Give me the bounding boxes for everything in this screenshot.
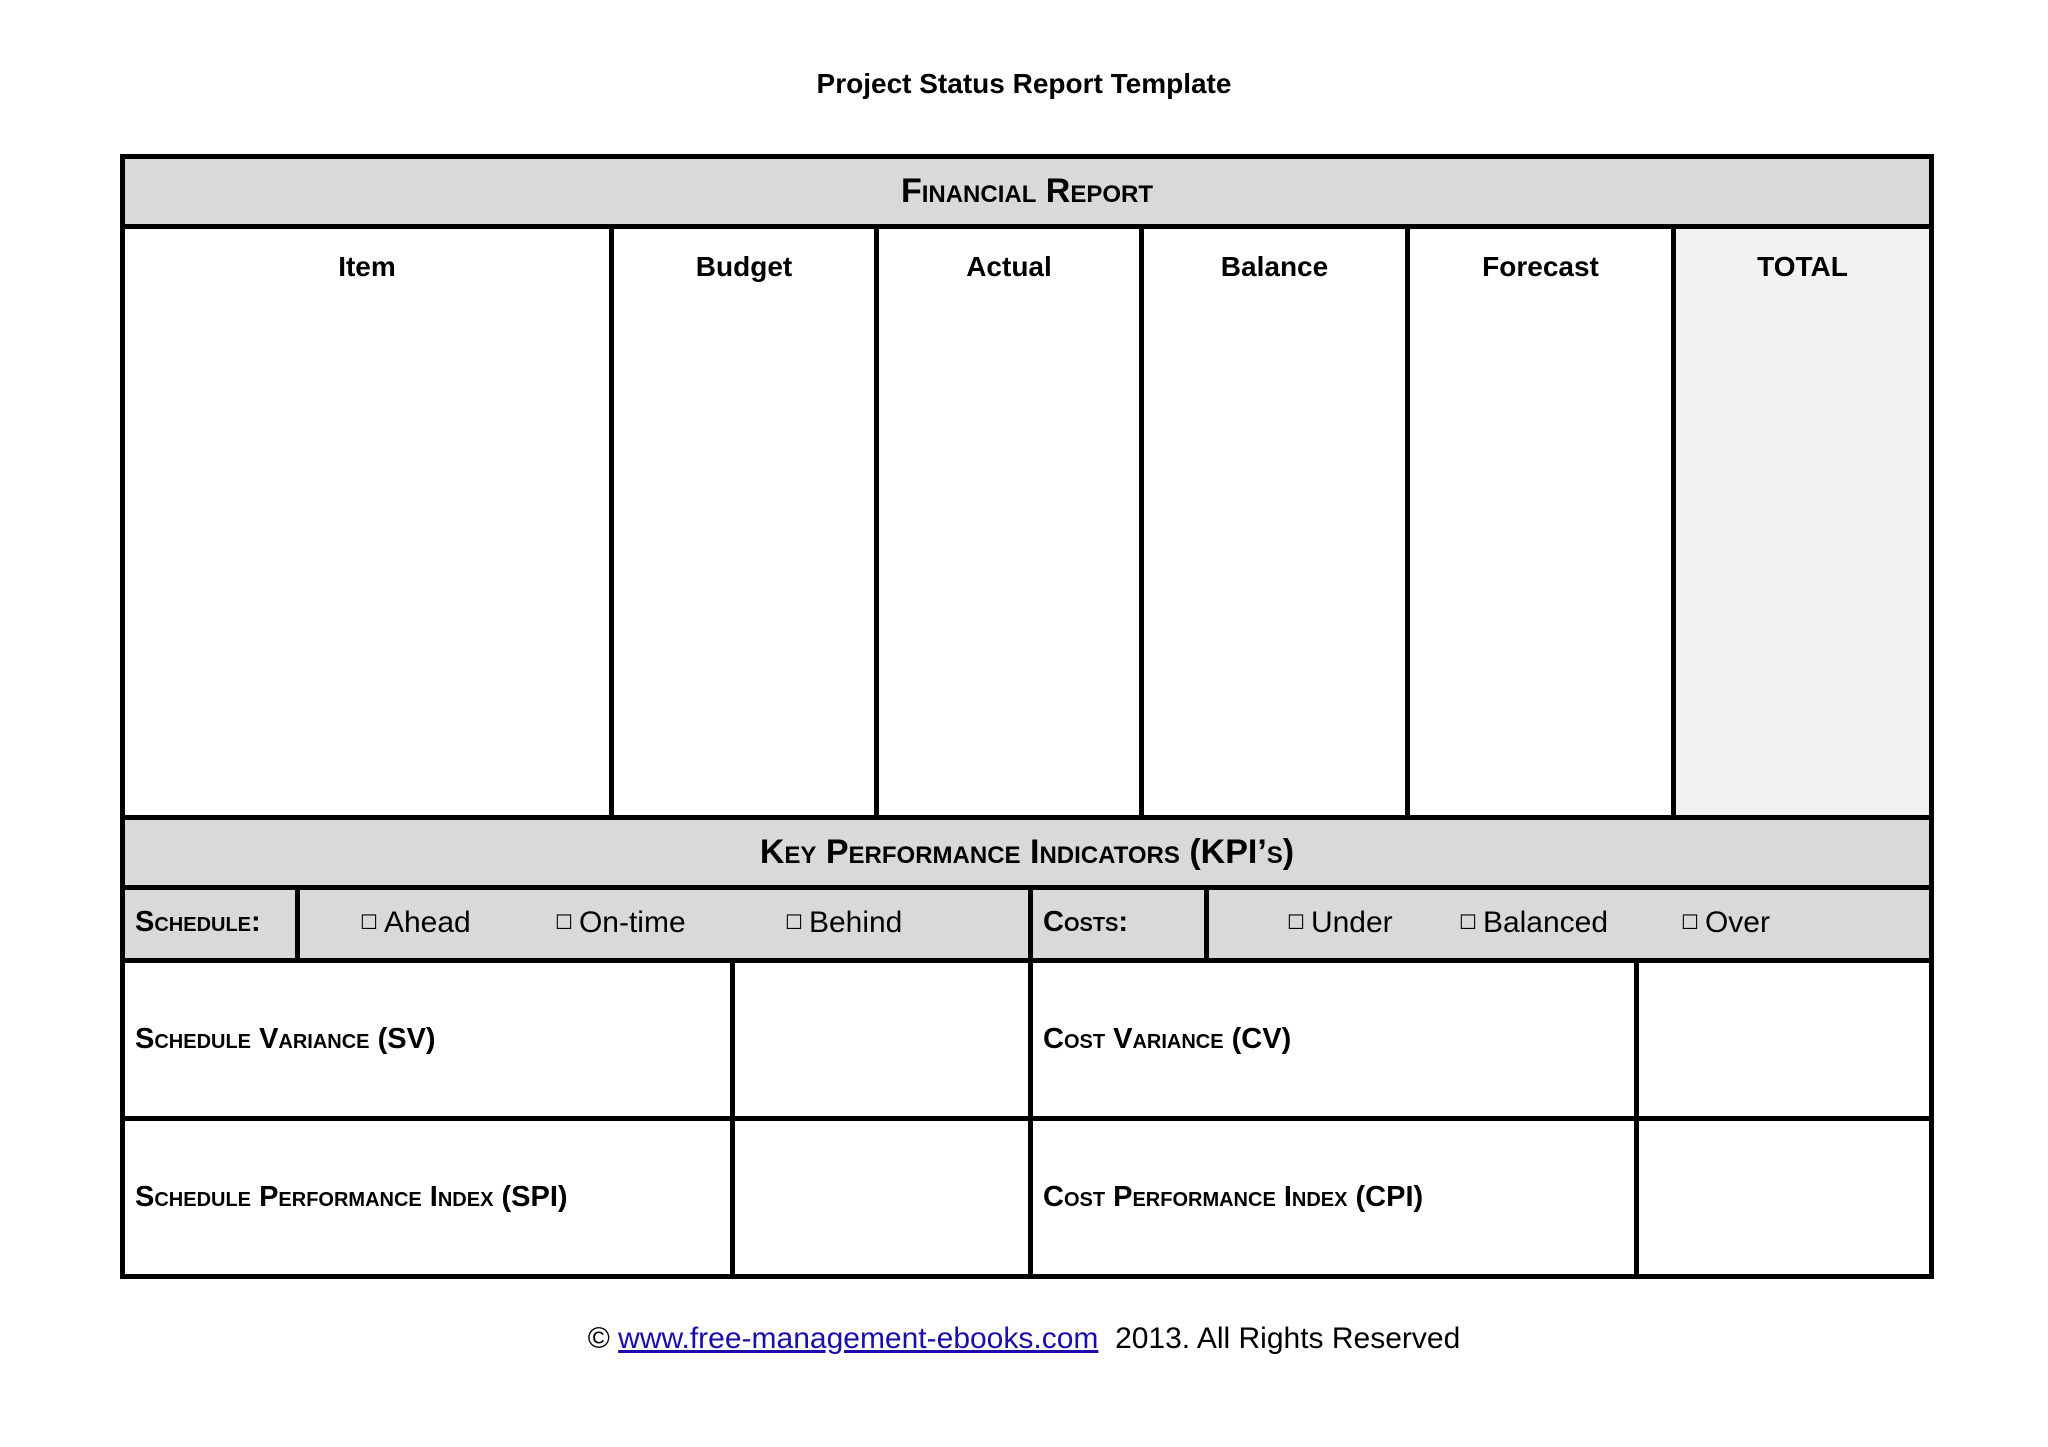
schedule-option-ahead-label: Ahead [383,906,471,939]
schedule-performance-index-label: Schedule Performance Index (SPI) [135,1181,568,1213]
kpi-title: Key Performance Indicators (KPI’s) [759,833,1295,871]
cost-variance-cell [1028,958,1639,1121]
cost-performance-index-label: Cost Performance Index (CPI) [1043,1181,1424,1213]
checkbox-icon: ☐ [785,912,803,934]
costs-option-over[interactable] [1681,906,1770,940]
column-item [120,224,614,820]
costs-option-balanced-label: Balanced [1482,906,1609,939]
costs-options-cell [1204,885,1934,963]
cost-performance-index-value[interactable] [1634,1116,1934,1279]
column-total [1671,224,1934,820]
checkbox-icon: ☐ [555,912,573,934]
schedule-variance-cell [120,958,735,1121]
website-link[interactable]: www.free-management-ebooks.com [618,1322,1099,1355]
costs-option-under[interactable] [1287,906,1393,940]
schedule-option-behind[interactable] [785,906,902,940]
checkbox-icon: ☐ [360,912,378,934]
costs-option-under-label: Under [1310,906,1393,939]
financial-report-title: Financial Report [900,172,1154,210]
cost-variance-value[interactable] [1634,958,1934,1121]
kpi-header [120,815,1934,890]
schedule-label-cell [120,885,300,963]
column-header-budget: Budget [695,251,793,282]
footer-rights-text: 2013. All Rights Reserved [1115,1322,1461,1355]
costs-label: Costs: [1043,906,1129,938]
costs-label-cell [1028,885,1209,963]
schedule-option-ahead[interactable] [360,906,471,940]
schedule-performance-index-cell [120,1116,735,1279]
column-header-forecast: Forecast [1482,251,1599,282]
cost-variance-label: Cost Variance (CV) [1043,1023,1292,1055]
column-budget [609,224,879,820]
schedule-performance-index-value[interactable] [730,1116,1033,1279]
costs-option-over-label: Over [1704,906,1770,939]
schedule-variance-label: Schedule Variance (SV) [135,1023,436,1055]
column-actual [874,224,1144,820]
schedule-option-on-time-label: On-time [578,906,686,939]
column-balance [1139,224,1410,820]
column-header-balance: Balance [1220,251,1329,282]
financial-report-header [120,154,1934,229]
column-forecast [1405,224,1676,820]
checkbox-icon: ☐ [1459,912,1477,934]
column-header-total: TOTAL [1757,251,1848,282]
footer [0,1322,2048,1356]
schedule-options-cell [295,885,1033,963]
schedule-variance-value[interactable] [730,958,1033,1121]
checkbox-icon: ☐ [1681,912,1699,934]
schedule-label: Schedule: [135,906,261,938]
document-title: Project Status Report Template [816,68,1232,99]
schedule-option-behind-label: Behind [808,906,903,939]
column-header-actual: Actual [966,251,1052,282]
column-header-item: Item [338,251,396,282]
costs-option-balanced[interactable] [1459,906,1608,940]
checkbox-icon: ☐ [1287,912,1305,934]
cost-performance-index-cell [1028,1116,1639,1279]
copyright-symbol: © [587,1322,610,1355]
schedule-option-on-time[interactable] [555,906,686,940]
